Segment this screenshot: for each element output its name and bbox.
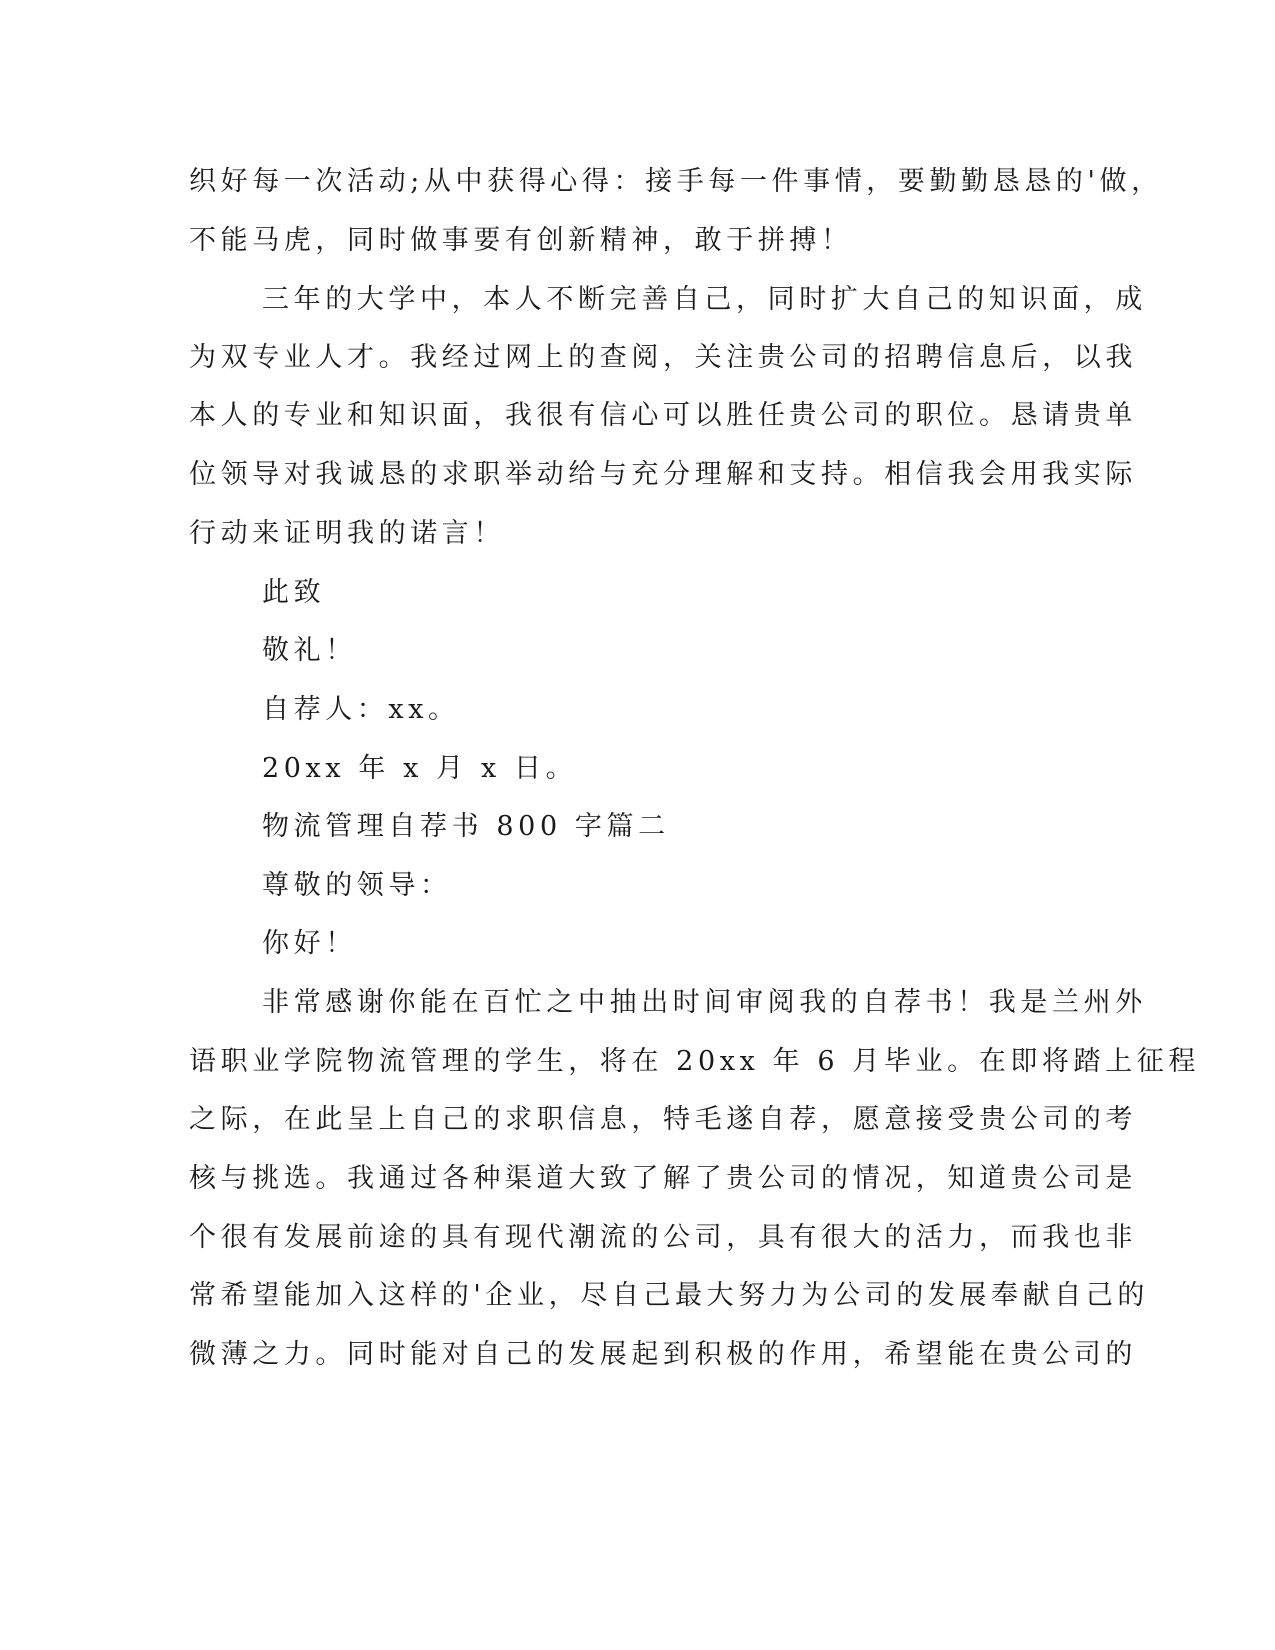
text-line: 之际，在此呈上自己的求职信息，特毛遂自荐，愿意接受贵公司的考 [189,1104,1137,1135]
paragraph-start-line: 三年的大学中，本人不断完善自己，同时扩大自己的知识面，成 [262,284,1147,315]
text-line: 常希望能加入这样的'企业，尽自己最大努力为公司的发展奉献自己的 [189,1280,1150,1311]
text-line: 为双专业人才。我经过网上的查阅，关注贵公司的招聘信息后，以我 [189,342,1137,373]
text-line: 核与挑选。我通过各种渠道大致了解了贵公司的情况，知道贵公司是 [189,1163,1137,1194]
text-line: 个很有发展前途的具有现代潮流的公司，具有很大的活力，而我也非 [189,1222,1137,1253]
paragraph-start-line: 非常感谢你能在百忙之中抽出时间审阅我的自荐书！我是兰州外 [262,987,1147,1018]
closing-regards: 敬礼！ [262,635,357,666]
text-line: 语职业学院物流管理的学生，将在 20xx 年 6 月毕业。在即将踏上征程 [189,1046,1200,1077]
text-line: 本人的专业和知识面，我很有信心可以胜任贵公司的职位。恳请贵单 [189,400,1137,431]
date-line: 20xx 年 x 月 x 日。 [262,753,578,784]
greeting-hello: 你好！ [262,928,357,959]
text-line: 行动来证明我的诺言！ [189,518,505,549]
text-line: 微薄之力。同时能对自己的发展起到积极的作用，希望能在贵公司的 [189,1339,1137,1370]
section-title: 物流管理自荐书 800 字篇二 [262,811,670,842]
text-line: 织好每一次活动;从中获得心得：接手每一件事情，要勤勤恳恳的'做， [189,166,1163,197]
closing-salutation: 此致 [262,577,326,608]
signature-line: 自荐人：xx。 [262,694,460,725]
text-line: 不能马虎，同时做事要有创新精神，敢于拼搏！ [189,225,853,256]
greeting-line: 尊敬的领导： [262,870,452,901]
text-line: 位领导对我诚恳的求职举动给与充分理解和支持。相信我会用我实际 [189,459,1137,490]
